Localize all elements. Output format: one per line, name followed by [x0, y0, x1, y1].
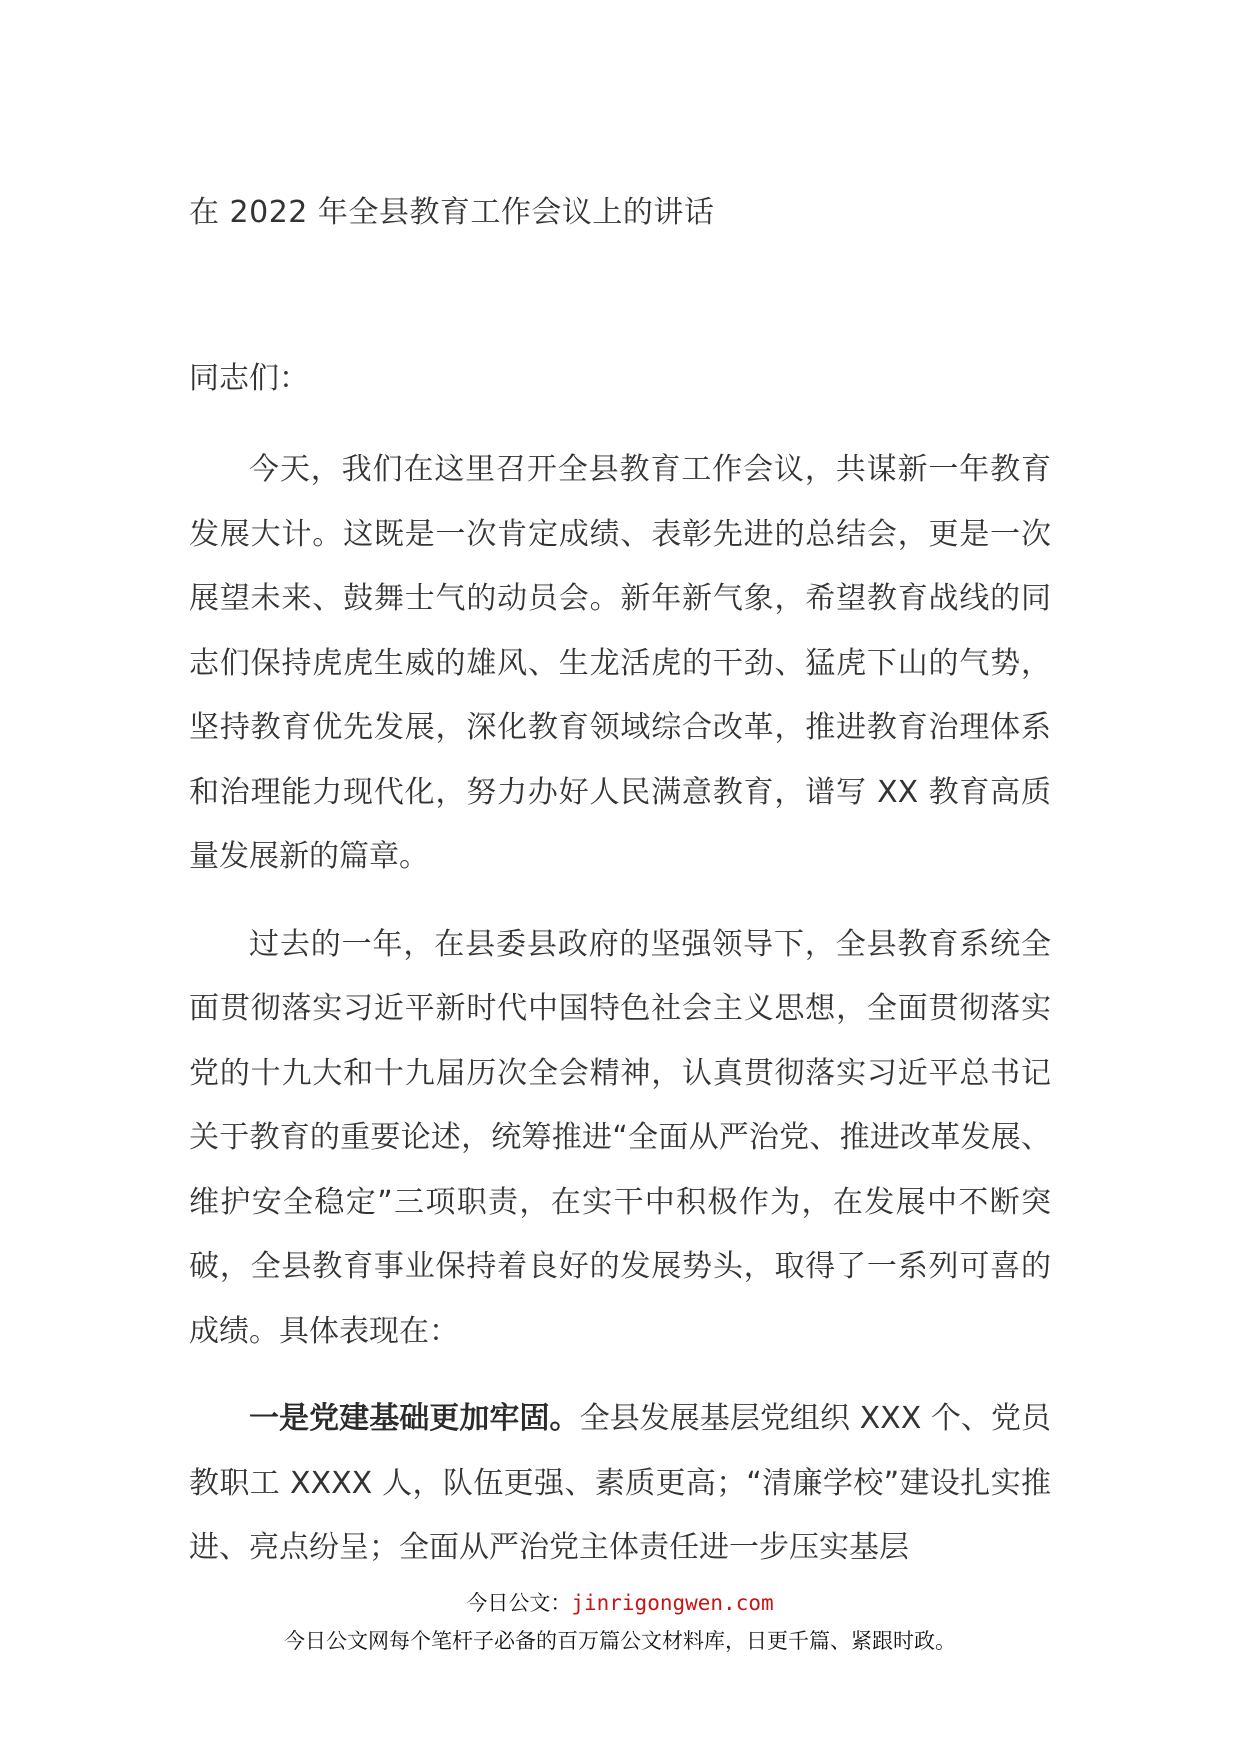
paragraph-review: [189, 913, 1051, 1365]
footer: [0, 1588, 1240, 1656]
document-body: [189, 438, 1051, 1604]
paragraph-text: 全县发展基层党组织 XXX 个、党员教职工 XXXX 人，队伍更强、素质更高；“清廉学校”建设扎实推进、亮点纷呈；全面从严治党主体责任进一步压实基层: [189, 1401, 1051, 1565]
paragraph-text: 过去的一年，在县委县政府的坚强领导下，全县教育系统全面贯彻落实习近平新时代中国特色社会主义思想，全面贯彻落实党的十九大和十九届历次全会精神，认真贯彻落实习近平总书记关于教育的重要论述，统筹推进“全面从严治党、推进改革发展、维护安全稳定”三项职责，在实干中积极作为，在发展中不断突破，全县教育事业保持着良好的发展势头，取得了一系列可喜的成绩。具体表现在：: [189, 926, 1051, 1349]
paragraph-lead: 一是党建基础更加牢固。: [249, 1401, 580, 1436]
paragraph-text: 今天，我们在这里召开全县教育工作会议，共谋新一年教育发展大计。这既是一次肯定成绩、表彰先进的总结会，更是一次展望未来、鼓舞士气的动员会。新年新气象，希望教育战线的同志们保持虎虎生威的雄风、生龙活虎的干劲、猛虎下山的气势，坚持教育优先发展，深化教育领域综合改革，推进教育治理体系和治理能力现代化，努力办好人民满意教育，谱写 XX 教育高质量发展新的篇章。: [189, 452, 1051, 874]
paragraph-party-building: [189, 1387, 1051, 1581]
footer-label: 今日公文：: [466, 1591, 572, 1615]
footer-site-line: [0, 1588, 1240, 1618]
footer-tagline: 今日公文网每个笔杆子必备的百万篇公文材料库，日更千篇、紧跟时政。: [284, 1629, 956, 1653]
paragraph-opening: [189, 438, 1051, 890]
footer-url-link[interactable]: jinrigongwen.com: [571, 1591, 774, 1615]
salutation: 同志们：: [189, 361, 309, 396]
document-title: 在 2022 年全县教育工作会议上的讲话: [189, 195, 715, 230]
